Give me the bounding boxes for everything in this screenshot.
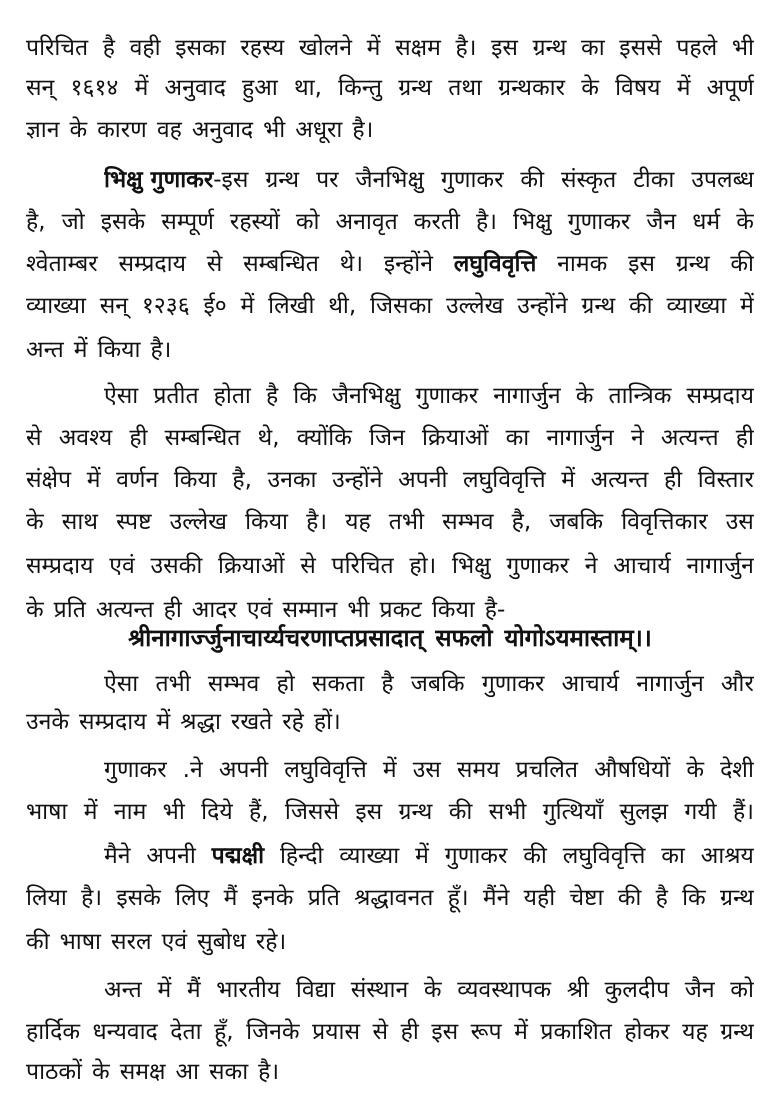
word: इसका	[175, 35, 226, 61]
word: १२३६	[141, 293, 190, 319]
word: है।	[150, 337, 172, 363]
word: लघुविवृत्ति	[284, 757, 367, 783]
word: सम्भव	[207, 671, 260, 697]
word: लिया	[26, 885, 67, 911]
text-line	[104, 160, 754, 200]
word: जिसका	[370, 293, 433, 319]
word: एवं	[161, 929, 188, 955]
word: इसके	[116, 885, 161, 911]
word: अपनी	[398, 467, 448, 493]
word: धर्म	[692, 209, 721, 235]
word: लिए	[175, 885, 210, 911]
word: की	[730, 251, 754, 277]
word: पहले	[676, 35, 718, 61]
word: गुणाकर	[506, 553, 570, 579]
word: सुबोध	[197, 929, 246, 955]
word: भिक्षु	[452, 553, 491, 579]
word: है,	[26, 209, 46, 235]
word: हिन्दी	[279, 843, 324, 869]
word: पद्मक्षी	[211, 843, 265, 869]
word: हुआ	[242, 75, 278, 101]
text-line	[26, 110, 754, 150]
word: उस	[725, 509, 754, 535]
word: भाषा	[26, 799, 68, 825]
word: सुलझ	[619, 799, 669, 825]
word: के	[423, 977, 442, 1003]
word: नामक	[557, 251, 608, 277]
word: व्याख्या	[26, 293, 86, 319]
word: लघुविवृत्ति	[463, 467, 546, 493]
word: प्रति	[53, 597, 86, 623]
word: में	[86, 467, 101, 493]
text-line	[26, 418, 754, 458]
word: ई०	[203, 293, 227, 319]
word: गुणाकर	[444, 843, 508, 869]
word: ग्रन्थ	[398, 75, 432, 101]
word: गुणाकर	[481, 671, 545, 697]
word: है।	[81, 885, 103, 911]
word: जैनभिक्षु	[355, 167, 424, 193]
word: प्रकाशित	[540, 1019, 612, 1045]
word: भी	[347, 597, 370, 623]
word: में	[415, 843, 429, 869]
text-line	[26, 702, 754, 742]
word: क्रियाओं	[422, 425, 489, 451]
word: भारतीय	[216, 977, 281, 1003]
word: को	[295, 209, 320, 235]
word: लघुविवृत्ति	[562, 843, 646, 869]
word: ग्रन्थ	[719, 885, 754, 911]
word: साथ	[61, 509, 98, 535]
word: में	[676, 75, 691, 101]
word: वही	[129, 35, 161, 61]
word: किया	[173, 467, 217, 493]
word: में	[73, 337, 88, 363]
word: के	[69, 117, 88, 143]
word: औषधियों	[594, 757, 671, 783]
word: नागार्जुन	[546, 425, 614, 451]
word: है	[381, 671, 394, 697]
word: है	[655, 885, 668, 911]
word: तभी	[388, 509, 425, 535]
word: सम्मान	[282, 597, 338, 623]
word: गयी	[684, 799, 717, 825]
word: तभी	[155, 671, 191, 697]
word: होता	[213, 383, 251, 409]
text-line	[26, 68, 754, 108]
word: से	[300, 553, 316, 579]
word: विस्तार	[697, 467, 754, 493]
word: मैंने	[482, 885, 510, 911]
word: तथा	[448, 75, 482, 101]
word: में	[83, 799, 98, 825]
word: सम्प्रदाय	[79, 709, 147, 735]
word: नागार्जुन	[686, 553, 754, 579]
word: परिचित	[26, 35, 89, 61]
word: देता	[170, 1019, 202, 1045]
word: १६१४	[70, 75, 119, 101]
word: परिचित	[331, 553, 394, 579]
word: ग्रन्थ	[581, 293, 616, 319]
word: में	[561, 467, 575, 493]
text-line	[26, 1012, 754, 1052]
word: कि	[682, 885, 706, 911]
word: में	[366, 35, 381, 61]
text-line	[26, 922, 754, 962]
text-line	[26, 792, 754, 832]
word: में	[240, 293, 255, 319]
word: है,	[511, 509, 532, 535]
word: सम्पूर्ण	[161, 209, 214, 235]
word: जैनभिक्षु	[331, 383, 401, 409]
word: इस	[491, 35, 518, 61]
word: अत्यन्त	[660, 425, 719, 451]
word: समय	[456, 757, 500, 783]
word: जबकि	[549, 509, 604, 535]
word: समक्ष	[119, 1059, 166, 1085]
word: स्पष्ट	[116, 509, 152, 535]
word: करती	[413, 209, 460, 235]
word: में	[382, 757, 397, 783]
word: ऐसा	[104, 671, 139, 697]
word: क्रियाओं	[218, 553, 285, 579]
word: योगोऽयमास्ताम्।।	[504, 624, 652, 652]
word: मैं	[223, 885, 238, 911]
word: विषय	[615, 75, 661, 101]
word: उन्होंने	[332, 467, 383, 493]
word: प्रति	[307, 885, 340, 911]
word: अधूरा	[295, 117, 343, 143]
word: किया	[97, 337, 141, 363]
text-line	[104, 970, 754, 1010]
word: सरल	[111, 929, 152, 955]
word: हों।	[313, 709, 341, 735]
word: का	[581, 35, 605, 61]
word: उपलब्ध	[691, 167, 754, 193]
text-line	[26, 244, 754, 284]
word: हो।	[409, 553, 437, 579]
word: से	[26, 425, 42, 451]
word: सफलो	[435, 624, 493, 652]
word: सम्बन्धित	[164, 425, 241, 451]
word: व्यवस्थापक	[457, 977, 552, 1003]
word: ही	[400, 1019, 419, 1045]
word: में	[134, 75, 149, 101]
word: के	[26, 597, 44, 623]
word: उसकी	[150, 553, 203, 579]
word: श्रद्धावनत	[354, 885, 434, 911]
word: का	[505, 425, 530, 451]
word: ग्रन्थ	[265, 167, 300, 193]
word: नागार्जुन	[636, 671, 704, 697]
word: गुणाकर	[567, 209, 631, 235]
word: हो	[276, 671, 295, 697]
word: संस्कृत	[560, 167, 617, 193]
word: मैं	[186, 977, 201, 1003]
text-line	[26, 878, 754, 918]
word: सकता	[311, 671, 365, 697]
text-line	[26, 502, 754, 542]
word: भी	[162, 799, 185, 825]
word: जैन	[684, 977, 715, 1003]
word: इस	[431, 1019, 459, 1045]
word: खोलने	[298, 35, 353, 61]
word: के	[575, 383, 594, 409]
word: ग्रन्थकार	[498, 75, 566, 101]
text-line	[104, 376, 754, 416]
word: ही	[663, 467, 683, 493]
word: अत्यन्त	[95, 597, 154, 623]
word: श्रीनागार्ज्जुनाचार्य्यचरणाप्तप्रसादात्	[128, 624, 424, 652]
word: अनुवाद	[191, 117, 254, 143]
text-line	[26, 1052, 754, 1092]
word: चेष्टा	[569, 885, 604, 911]
word: सम्बन्धित	[243, 251, 319, 277]
word: अपनी	[146, 843, 196, 869]
word: उल्लेख	[169, 509, 227, 535]
word: इनके	[251, 885, 294, 911]
word: ज्ञान	[26, 117, 60, 143]
word: प्रकट	[379, 597, 422, 623]
word: की	[523, 843, 547, 869]
word: के	[736, 209, 754, 235]
word: श्री	[566, 977, 589, 1003]
word: जिनके	[246, 1019, 300, 1045]
word: जिससे	[284, 799, 340, 825]
word: धन्यवाद	[92, 1019, 158, 1045]
word: सन्	[99, 293, 129, 319]
word: पर	[316, 167, 339, 193]
word: एवं	[246, 597, 273, 623]
word: के	[686, 757, 705, 783]
word: लिखी	[268, 293, 315, 319]
word: आश्रय	[700, 843, 754, 869]
word: भी	[731, 35, 754, 61]
word: हैं।	[732, 799, 754, 825]
word: में	[156, 709, 171, 735]
text-line	[26, 460, 754, 500]
word: रहस्य	[240, 35, 285, 61]
word: सम्प्रदाय	[26, 553, 94, 579]
word: है।	[258, 1059, 280, 1085]
word: किन्तु	[338, 75, 382, 101]
word: प्रतीत	[153, 383, 199, 409]
word: कारण	[97, 117, 147, 143]
word: वह	[156, 117, 182, 143]
word: प्रयास	[312, 1019, 361, 1045]
word: ग्रन्थ	[720, 1019, 754, 1045]
word: उनके	[26, 709, 70, 735]
word: विद्या	[295, 977, 336, 1003]
word: थी,	[328, 293, 357, 319]
word: इस	[628, 251, 655, 277]
word: इन्होंने	[383, 251, 433, 277]
word: इससे	[619, 35, 662, 61]
word: ने	[630, 425, 644, 451]
word: ही	[735, 425, 754, 451]
word: जो	[61, 209, 85, 235]
word: उन्होंने	[517, 293, 568, 319]
word: गुणाकर	[104, 757, 167, 783]
word: गुणाकर	[440, 167, 504, 193]
word: रहे	[282, 709, 304, 735]
word: इस	[355, 799, 383, 825]
word: की	[448, 799, 473, 825]
text-line	[104, 664, 754, 704]
word: कि	[293, 383, 317, 409]
word: थे।	[339, 251, 364, 277]
word: वर्णन	[116, 467, 159, 493]
word: प्रचलित	[515, 757, 578, 783]
word: पाठकों	[26, 1059, 83, 1085]
word: कुलदीप	[604, 977, 670, 1003]
word: तान्त्रिक	[608, 383, 672, 409]
word: हार्दिक	[26, 1019, 81, 1045]
word: रूप	[470, 1019, 502, 1045]
word: रहस्यों	[229, 209, 280, 235]
word: यह	[345, 509, 371, 535]
word: उल्लेख	[446, 293, 504, 319]
word: अपूर्ण	[706, 75, 754, 101]
text-line	[26, 618, 754, 658]
word: को	[730, 977, 754, 1003]
word: संस्थान	[350, 977, 409, 1003]
word: संक्षेप	[26, 467, 72, 493]
word: है।	[306, 509, 328, 535]
word: विवृत्तिकार	[621, 509, 708, 535]
word: है,	[232, 467, 252, 493]
word: किया	[245, 509, 289, 535]
word: के	[581, 75, 599, 101]
word: ग्रन्थ	[532, 35, 567, 61]
word: है।	[476, 209, 497, 235]
word: सम्प्रदाय	[686, 383, 754, 409]
word: था,	[293, 75, 322, 101]
word: लघुविवृत्ति	[453, 251, 537, 277]
word: के	[92, 1059, 110, 1085]
text-line	[104, 750, 754, 790]
word: अनावृत	[335, 209, 398, 235]
word: नागार्जुन	[493, 383, 561, 409]
text-line	[26, 330, 754, 370]
word: रखते	[230, 709, 273, 735]
word: में	[514, 1019, 528, 1045]
word: .ने	[182, 757, 203, 783]
word: व्याख्या	[666, 293, 727, 319]
word: से	[206, 251, 223, 277]
word: का	[661, 843, 685, 869]
word: है	[265, 383, 279, 409]
word: सक्षम	[395, 35, 441, 61]
word: दिये	[201, 799, 233, 825]
word: भाषा	[59, 929, 102, 955]
word: ने	[584, 553, 598, 579]
word: की	[617, 885, 642, 911]
word: सन्	[26, 75, 55, 101]
word: श्वेताम्बर	[26, 251, 98, 277]
word: अन्त	[26, 337, 64, 363]
word: जिन	[369, 425, 405, 451]
word: एवं	[109, 553, 135, 579]
word: अवश्य	[58, 425, 113, 451]
word: में	[157, 977, 172, 1003]
word: टीका	[633, 167, 675, 193]
word: में	[740, 293, 754, 319]
word: इसके	[100, 209, 146, 235]
word: यही	[523, 885, 556, 911]
word: के	[26, 509, 44, 535]
word: आचार्य	[613, 553, 671, 579]
word: किया	[431, 597, 475, 623]
word: की	[520, 167, 545, 193]
word: मैने	[104, 843, 131, 869]
word: अपनी	[218, 757, 269, 783]
word: सम्प्रदाय	[118, 251, 186, 277]
word: अनुवाद	[164, 75, 226, 101]
word: रहे।	[255, 929, 287, 955]
word: जैन	[646, 209, 677, 235]
word: अत्यन्त	[590, 467, 649, 493]
text-line	[26, 202, 754, 242]
word: है	[102, 35, 115, 61]
word: उनका	[267, 467, 317, 493]
word: सका	[209, 1059, 249, 1085]
word: सभी	[488, 799, 527, 825]
word: थे,	[257, 425, 280, 451]
word: आ	[175, 1059, 199, 1085]
word: व्याख्या	[339, 843, 400, 869]
word: भी	[263, 117, 286, 143]
text-line	[26, 546, 754, 586]
word: उस	[412, 757, 441, 783]
word: की	[629, 293, 653, 319]
text-line	[104, 836, 754, 876]
word: जबकि	[410, 671, 465, 697]
word: सम्भव	[442, 509, 494, 535]
word: की	[26, 929, 50, 955]
word: से	[372, 1019, 389, 1045]
word: और	[720, 671, 754, 697]
word: क्योंकि	[296, 425, 352, 451]
word: आदर	[191, 597, 237, 623]
word: ही	[163, 597, 182, 623]
text-line	[26, 286, 754, 326]
word: गुत्थियाँ	[542, 799, 604, 825]
word: भिक्षु	[513, 209, 552, 235]
word: भिक्षु गुणाकर-इस	[104, 167, 249, 193]
word: अन्त	[104, 977, 142, 1003]
word: हूँ,	[214, 1019, 234, 1045]
word: गुणाकर	[415, 383, 479, 409]
word: है।	[352, 117, 374, 143]
word: नाम	[113, 799, 147, 825]
word: है।	[455, 35, 477, 61]
word: है-	[484, 597, 506, 623]
word: हैं,	[249, 799, 269, 825]
text-line	[26, 28, 754, 68]
word: देशी	[720, 757, 754, 783]
word: हूँ।	[447, 885, 469, 911]
word: आचार्य	[561, 671, 620, 697]
word: होकर	[624, 1019, 670, 1045]
word: ग्रन्थ	[675, 251, 710, 277]
word: ही	[129, 425, 148, 451]
word: ऐसा	[104, 383, 139, 409]
word: श्रद्धा	[180, 709, 221, 735]
word: यह	[682, 1019, 708, 1045]
word: ग्रन्थ	[398, 799, 433, 825]
